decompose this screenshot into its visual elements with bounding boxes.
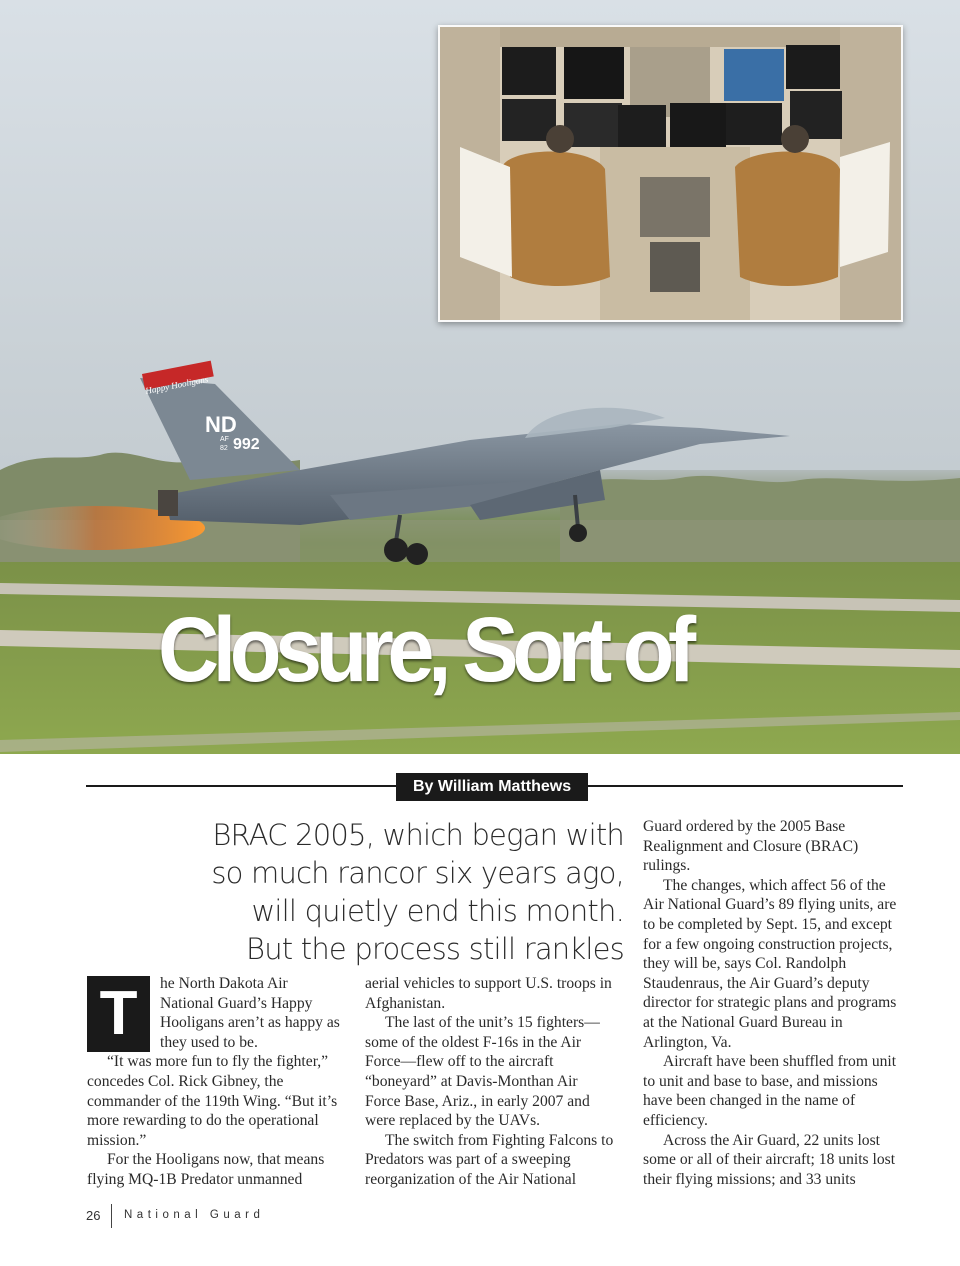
- byline: By William Matthews: [396, 773, 588, 801]
- footer-divider: [111, 1204, 112, 1228]
- inset-photo-scene: [440, 27, 901, 320]
- paragraph: The switch from Fighting Falcons to Predators was part of a sweeping reorganization of the Air National: [365, 1131, 614, 1188]
- deck-line: will quietly end this month.: [251, 894, 624, 928]
- tail-number-text: 992: [233, 436, 260, 453]
- magazine-name: National Guard: [124, 1209, 265, 1221]
- paragraph: Across the Air Guard, 22 units lost some or all of their aircraft; 18 units lost their flying missions; and 33 units: [643, 1131, 896, 1188]
- deck-line: But the process still rankles: [246, 932, 624, 966]
- paragraph: The last of the unit’s 15 fighters—some of the oldest F-16s in the Air Force—flew off to the aircraft “boneyard” at Davis-Monthan Air Force Base, Ariz., in early 2007 and were replaced by the UAVs.: [365, 1014, 600, 1130]
- tail-af-text: AF: [220, 436, 229, 443]
- paragraph: The changes, which affect 56 of the Air National Guard’s 89 flying units, are to be completed by Sept. 15, and except for a few ongoing construction projects, they will be, says Col. Randolph Staudenraus, the Air Guard’s deputy director for strategic plans and programs at the National Guard Bureau in Arlington, Va.: [643, 876, 897, 1051]
- tail-banner-text: Happy Hooligans: [144, 373, 209, 396]
- deck-line: BRAC 2005, which began with: [212, 818, 624, 852]
- tail-year-text: 82: [220, 445, 228, 452]
- paragraph: he North Dakota Air National Guard’s Happy Hooligans aren’t as happy as they used to be.: [160, 975, 340, 1051]
- paragraph: Guard ordered by the 2005 Base Realignment and Closure (BRAC) rulings.: [643, 818, 859, 875]
- page-number: 26: [86, 1208, 101, 1223]
- paragraph: “It was more fun to fly the fighter,” concedes Col. Rick Gibney, the commander of the 119th Wing. “But it’s more rewarding to do the operational mission.”: [87, 1053, 338, 1149]
- paragraph: For the Hooligans now, that means flying MQ-1B Predator unmanned: [87, 1151, 325, 1188]
- inset-photo-control-station: [438, 25, 903, 322]
- article-column-1: [87, 974, 345, 1190]
- headline: Closure, Sort of: [158, 599, 690, 701]
- deck: [160, 816, 624, 968]
- paragraph: aerial vehicles to support U.S. troops in Afghanistan.: [365, 975, 612, 1012]
- article-column-2: [365, 974, 617, 1190]
- drop-cap: T: [87, 976, 150, 1052]
- tail-code-text: ND: [205, 412, 237, 437]
- deck-line: so much rancor six years ago,: [211, 856, 624, 890]
- paragraph: Aircraft have been shuffled from unit to unit and base to base, and missions have been changed in the name of efficiency.: [643, 1053, 897, 1129]
- article-column-3: [643, 817, 905, 1189]
